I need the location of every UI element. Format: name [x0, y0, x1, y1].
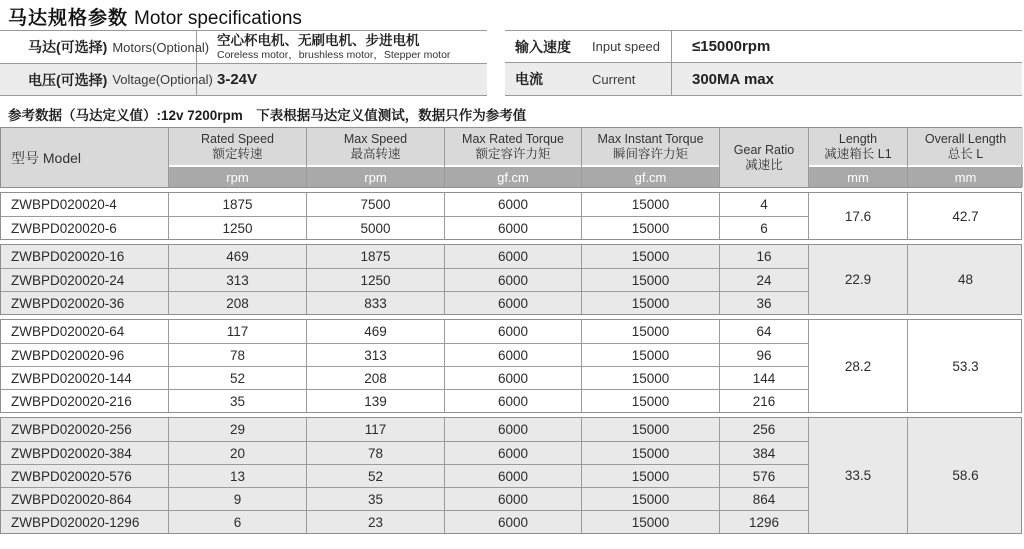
overall-length-cell: 48 — [907, 245, 1023, 314]
overall-length-cell: 42.7 — [907, 193, 1023, 239]
column-header-title — [169, 128, 306, 165]
rated-speed-cell: 13 — [168, 464, 306, 487]
column-unit: gf.cm — [445, 167, 581, 187]
spec-row-input-speed — [505, 31, 1022, 63]
column-header-en: Rated Speed — [201, 132, 274, 146]
column-header-1 — [306, 128, 444, 187]
max-instant-torque-cell: 15000 — [581, 389, 719, 412]
max-speed-cell: 78 — [306, 441, 444, 464]
table-group-1 — [0, 192, 1022, 240]
rated-speed-cell: 1250 — [168, 216, 306, 239]
max-instant-torque-cell: 15000 — [581, 291, 719, 314]
column-header-5 — [808, 128, 907, 187]
overall-length-cell: 58.6 — [907, 418, 1023, 533]
rated-speed-cell: 469 — [168, 245, 306, 268]
rated-speed-cell: 208 — [168, 291, 306, 314]
reference-note: 参考数据（马达定义值）:12v 7200rpm 下表根据马达定义值测试，数据只作为参考值 — [8, 108, 527, 123]
max-speed-cell: 139 — [306, 389, 444, 412]
input-speed-label-en: Input speed — [592, 39, 660, 54]
max-rated-torque-cell: 6000 — [444, 441, 581, 464]
gear-ratio-cell: 384 — [719, 441, 808, 464]
max-speed-cell: 469 — [306, 320, 444, 343]
model-cell: ZWBPD020020-4 — [11, 197, 117, 212]
rated-speed-cell: 1875 — [168, 193, 306, 216]
rated-speed-cell: 117 — [168, 320, 306, 343]
gear-ratio-cell: 4 — [719, 193, 808, 216]
column-header-zh: 额定容许力矩 — [475, 146, 551, 161]
voltage-value — [197, 64, 487, 95]
model-cell: ZWBPD020020-144 — [1, 366, 168, 389]
table-header — [0, 127, 1022, 188]
input-speed-label — [505, 31, 672, 62]
motors-value — [197, 31, 487, 63]
gear-ratio-cell: 256 — [719, 418, 808, 441]
max-speed-cell: 5000 — [306, 216, 444, 239]
column-header-zh: 最高转速 — [350, 146, 401, 161]
column-header-title — [445, 128, 581, 165]
max-instant-torque-cell: 15000 — [581, 510, 719, 533]
model-cell: ZWBPD020020-96 — [1, 343, 168, 366]
voltage-label-zh: 电压(可选择) — [28, 71, 108, 88]
max-rated-torque-cell: 6000 — [444, 418, 581, 441]
gear-ratio-cell: 16 — [719, 245, 808, 268]
rated-speed-cell: 313 — [168, 268, 306, 291]
length-l1-cell: 17.6 — [808, 193, 907, 239]
column-header-title — [809, 128, 907, 165]
max-rated-torque-cell: 6000 — [444, 245, 581, 268]
max-rated-torque-cell: 6000 — [444, 487, 581, 510]
max-rated-torque-cell: 6000 — [444, 268, 581, 291]
column-header-0 — [168, 128, 306, 187]
column-header-en: Length — [838, 132, 878, 146]
max-instant-torque-cell: 15000 — [581, 487, 719, 510]
gear-ratio-cell: 24 — [719, 268, 808, 291]
column-header-zh: 瞬间容许力矩 — [612, 146, 688, 161]
rated-speed-cell: 52 — [168, 366, 306, 389]
table-group-4 — [0, 417, 1022, 534]
max-instant-torque-cell: 15000 — [581, 464, 719, 487]
model-cell: ZWBPD020020-864 — [1, 487, 168, 510]
column-header-2 — [444, 128, 581, 187]
max-rated-torque-cell: 6000 — [444, 389, 581, 412]
max-rated-torque-cell: 6000 — [444, 216, 581, 239]
model-cell: ZWBPD020020-384 — [1, 441, 168, 464]
current-label-zh: 电流 — [515, 71, 543, 87]
max-instant-torque-cell: 15000 — [581, 320, 719, 343]
gear-ratio-cell: 36 — [719, 291, 808, 314]
gear-ratio-cell: 864 — [719, 487, 808, 510]
input-speed-label-zh: 输入速度 — [515, 38, 571, 55]
column-header-en: Max Rated Torque — [462, 132, 564, 146]
gear-ratio-cell: 6 — [719, 216, 808, 239]
current-value-text: 300MA max — [692, 70, 774, 88]
max-speed-cell: 7500 — [306, 193, 444, 216]
max-rated-torque-cell: 6000 — [444, 291, 581, 314]
max-speed-cell: 208 — [306, 366, 444, 389]
max-instant-torque-cell: 15000 — [581, 216, 719, 239]
column-header-zh: 总长 L — [947, 146, 984, 161]
model-cell: ZWBPD020020-64 — [11, 324, 125, 339]
length-l1-cell: 33.5 — [808, 418, 907, 533]
rated-speed-cell: 6 — [168, 510, 306, 533]
column-header-title — [307, 128, 444, 165]
max-speed-cell: 35 — [306, 487, 444, 510]
column-unit: rpm — [307, 167, 444, 187]
max-instant-torque-cell: 15000 — [581, 418, 719, 441]
model-cell: ZWBPD020020-36 — [1, 291, 168, 314]
voltage-label-en: Voltage(Optional) — [112, 72, 213, 87]
max-instant-torque-cell: 15000 — [581, 268, 719, 291]
column-header-en: Max Speed — [343, 132, 408, 146]
motors-label-en: Motors(Optional) — [112, 39, 210, 55]
page-title-en: Motor specifications — [134, 8, 302, 29]
spec-table-motors-voltage — [0, 30, 487, 96]
gear-ratio-cell: 64 — [719, 320, 808, 343]
model-cell: ZWBPD020020-1296 — [1, 510, 168, 533]
column-header-zh: 减速箱长 L1 — [824, 146, 892, 161]
max-speed-cell: 52 — [306, 464, 444, 487]
rated-speed-cell: 20 — [168, 441, 306, 464]
motors-value-en: Coreless motor，brushless motor，Stepper motor — [217, 49, 451, 61]
spec-row-voltage — [0, 64, 487, 96]
rated-speed-cell: 9 — [168, 487, 306, 510]
current-label — [505, 63, 672, 95]
column-header-3 — [581, 128, 719, 187]
model-cell: ZWBPD020020-576 — [1, 464, 168, 487]
column-unit: mm — [809, 167, 907, 187]
max-rated-torque-cell: 6000 — [444, 343, 581, 366]
motors-label-zh: 马达(可选择) — [28, 39, 108, 55]
spec-row-current — [505, 63, 1022, 96]
table-body — [0, 192, 1022, 534]
column-header-title — [908, 128, 1023, 165]
rated-speed-cell: 29 — [168, 418, 306, 441]
max-rated-torque-cell: 6000 — [444, 193, 581, 216]
column-header-model: 型号 Model — [1, 128, 168, 187]
input-speed-value — [672, 31, 1022, 62]
gear-ratio-cell: 216 — [719, 389, 808, 412]
page-title — [8, 3, 302, 30]
length-l1-cell: 22.9 — [808, 245, 907, 314]
model-cell: ZWBPD020020-24 — [1, 268, 168, 291]
table-group-2 — [0, 244, 1022, 315]
input-speed-value-text: ≤15000rpm — [692, 38, 771, 55]
current-value — [672, 63, 1022, 95]
max-speed-cell: 117 — [306, 418, 444, 441]
table-group-3 — [0, 319, 1022, 413]
model-cell: ZWBPD020020-216 — [1, 389, 168, 412]
overall-length-cell: 53.3 — [907, 320, 1023, 412]
max-instant-torque-cell: 15000 — [581, 441, 719, 464]
current-label-en: Current — [592, 71, 636, 87]
max-rated-torque-cell: 6000 — [444, 366, 581, 389]
column-unit: gf.cm — [582, 167, 719, 187]
spec-table-speed-current — [505, 30, 1022, 96]
voltage-value-text: 3-24V — [217, 71, 258, 88]
page-title-zh: 马达规格参数 — [8, 8, 129, 29]
rated-speed-cell: 35 — [168, 389, 306, 412]
max-instant-torque-cell: 15000 — [581, 343, 719, 366]
max-speed-cell: 23 — [306, 510, 444, 533]
column-header-4 — [719, 128, 808, 187]
column-unit: mm — [908, 167, 1023, 187]
motor-spec-table — [0, 127, 1022, 534]
column-unit: rpm — [169, 167, 306, 187]
length-l1-cell: 28.2 — [808, 320, 907, 412]
column-header-en: Max Instant Torque — [597, 132, 704, 146]
max-rated-torque-cell: 6000 — [444, 464, 581, 487]
model-cell: ZWBPD020020-16 — [11, 249, 125, 264]
gear-ratio-cell: 96 — [719, 343, 808, 366]
max-speed-cell: 1875 — [306, 245, 444, 268]
max-instant-torque-cell: 15000 — [581, 366, 719, 389]
motors-label — [0, 31, 210, 63]
column-header-zh: 额定转速 — [212, 146, 263, 161]
column-header-title — [582, 128, 719, 165]
model-cell: ZWBPD020020-6 — [1, 216, 168, 239]
column-header-en: Gear Ratio — [733, 142, 795, 157]
column-header-6 — [907, 128, 1023, 187]
gear-ratio-cell: 1296 — [719, 510, 808, 533]
max-speed-cell: 833 — [306, 291, 444, 314]
model-cell: ZWBPD020020-256 — [11, 422, 132, 437]
voltage-label — [0, 64, 213, 95]
column-header-en: Overall Length — [924, 132, 1007, 146]
gear-ratio-cell: 144 — [719, 366, 808, 389]
column-header-zh: 减速比 — [745, 157, 783, 172]
max-speed-cell: 1250 — [306, 268, 444, 291]
max-rated-torque-cell: 6000 — [444, 510, 581, 533]
rated-speed-cell: 78 — [168, 343, 306, 366]
max-instant-torque-cell: 15000 — [581, 245, 719, 268]
max-rated-torque-cell: 6000 — [444, 320, 581, 343]
gear-ratio-cell: 576 — [719, 464, 808, 487]
max-speed-cell: 313 — [306, 343, 444, 366]
motors-value-zh: 空心杯电机、无刷电机、步进电机 — [217, 33, 420, 48]
max-instant-torque-cell: 15000 — [581, 193, 719, 216]
spec-row-motors — [0, 31, 487, 64]
